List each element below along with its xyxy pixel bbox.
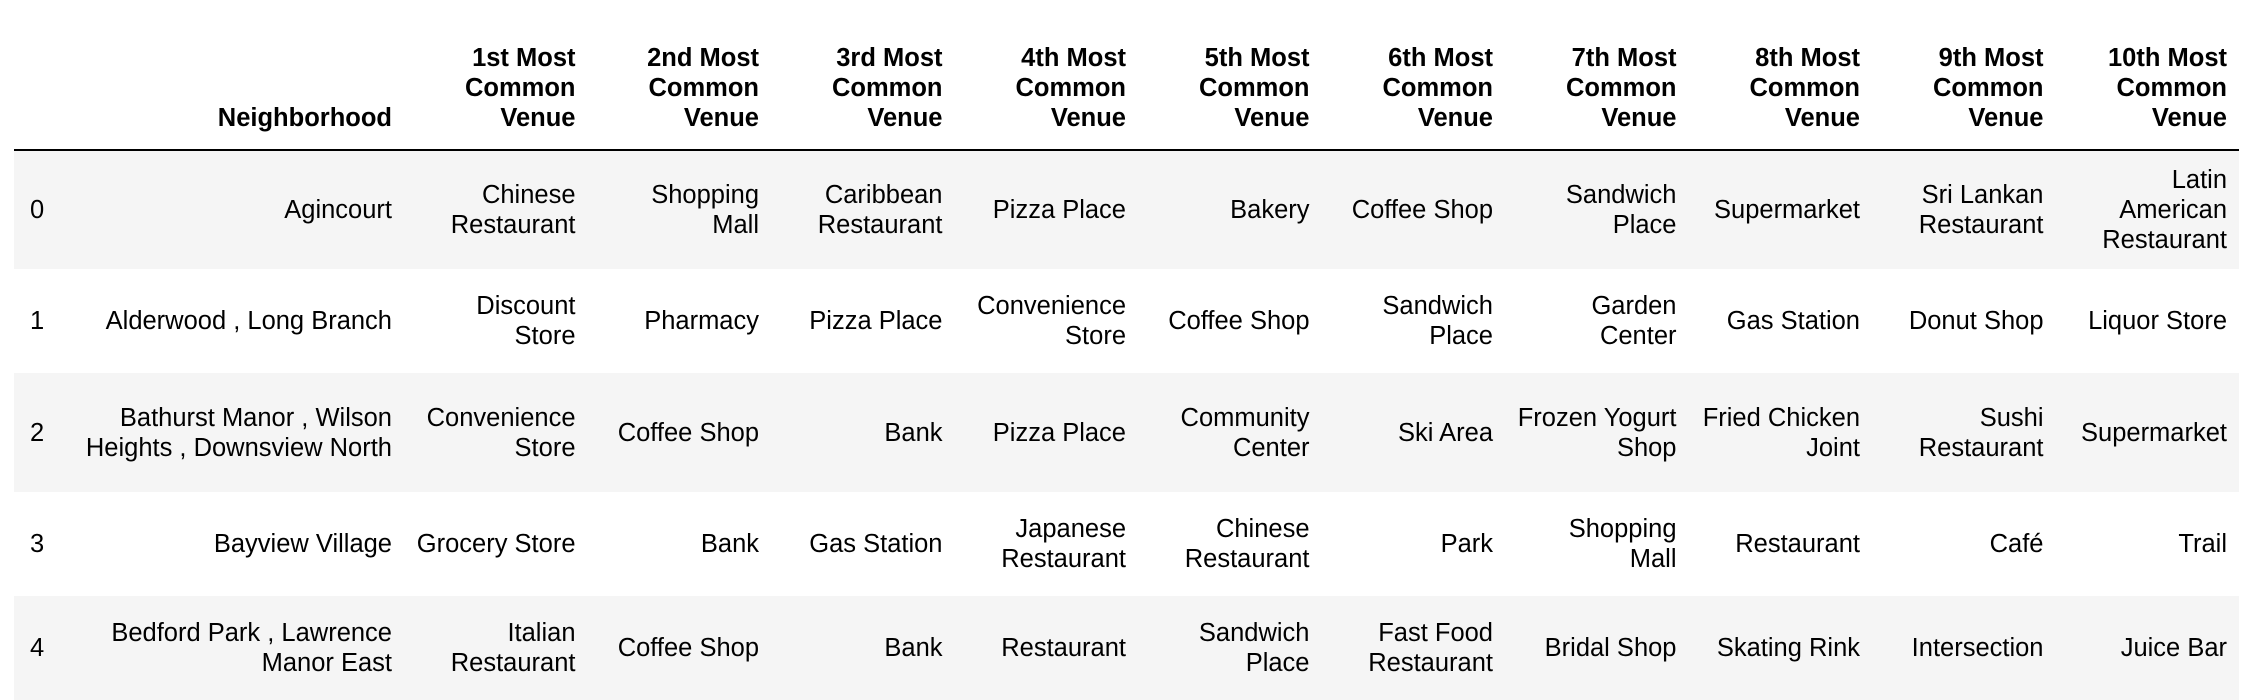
cell-neighborhood: Alderwood , Long Branch <box>105 307 392 335</box>
cell-venue-10: Liquor Store <box>2088 307 2227 335</box>
cell-venue-3: Caribbean Restaurant <box>817 181 943 239</box>
venues-table <box>14 43 2239 700</box>
cell-venue-2: Bank <box>700 530 759 558</box>
table-row <box>14 596 2239 700</box>
cell-venue-2: Coffee Shop <box>617 418 759 447</box>
cell-venue-6: Sandwich Place <box>1382 292 1493 350</box>
header-row <box>14 43 2239 150</box>
cell-venue-9: Sri Lankan Restaurant <box>1918 181 2044 239</box>
cell-venue-3: Gas Station <box>809 530 943 558</box>
cell-venue-1: Italian Restaurant <box>450 619 576 677</box>
cell-venue-7: Shopping Mall <box>1568 515 1677 573</box>
cell-venue-2: Coffee Shop <box>617 634 759 662</box>
cell-venue-4: Pizza Place <box>992 196 1126 224</box>
cell-venue-9: Café <box>1989 530 2044 558</box>
column-header-venue-4: 4th Most Common Venue <box>955 43 1139 150</box>
column-header-venue-2: 2nd Most Common Venue <box>588 43 772 150</box>
row-index: 2 <box>30 418 45 447</box>
cell-venue-8: Skating Rink <box>1716 634 1860 662</box>
table-row <box>14 269 2239 373</box>
cell-venue-3: Bank <box>884 634 943 662</box>
table-row <box>14 373 2239 492</box>
column-header-venue-9: 9th Most Common Venue <box>1872 43 2056 150</box>
column-header-venue-8: 8th Most Common Venue <box>1689 43 1873 150</box>
cell-venue-4: Restaurant <box>1001 634 1126 662</box>
cell-venue-9: Intersection <box>1911 634 2044 662</box>
cell-neighborhood: Agincourt <box>284 196 392 224</box>
row-index: 4 <box>30 634 45 662</box>
cell-venue-7: Frozen Yogurt Shop <box>1517 403 1677 462</box>
cell-venue-8: Gas Station <box>1726 307 1860 335</box>
cell-venue-4: Pizza Place <box>992 418 1126 447</box>
table-row <box>14 492 2239 596</box>
cell-venue-5: Sandwich Place <box>1198 619 1310 677</box>
cell-venue-2: Shopping Mall <box>651 181 759 239</box>
cell-venue-7: Sandwich Place <box>1565 181 1677 239</box>
cell-venue-6: Coffee Shop <box>1351 196 1493 224</box>
cell-venue-10: Latin American Restaurant <box>2102 166 2227 254</box>
cell-venue-1: Convenience Store <box>426 403 576 462</box>
cell-venue-10: Trail <box>2178 530 2227 558</box>
cell-venue-8: Restaurant <box>1735 530 1860 558</box>
cell-venue-8: Supermarket <box>1714 196 1860 224</box>
cell-venue-3: Pizza Place <box>809 307 943 335</box>
cell-venue-1: Chinese Restaurant <box>450 181 576 239</box>
cell-venue-8: Fried Chicken Joint <box>1702 403 1860 462</box>
cell-venue-9: Donut Shop <box>1908 307 2044 335</box>
cell-venue-4: Convenience Store <box>977 292 1126 350</box>
cell-venue-4: Japanese Restaurant <box>1001 515 1126 573</box>
cell-venue-6: Park <box>1440 530 1493 558</box>
column-header-venue-5: 5th Most Common Venue <box>1138 43 1322 150</box>
cell-neighborhood: Bathurst Manor , Wilson Heights , Downsview North <box>85 403 392 462</box>
cell-neighborhood: Bedford Park , Lawrence Manor East <box>111 619 392 677</box>
cell-venue-6: Ski Area <box>1398 418 1493 447</box>
cell-venue-1: Grocery Store <box>416 530 576 558</box>
column-header-venue-6: 6th Most Common Venue <box>1322 43 1506 150</box>
column-header-venue-10: 10th Most Common Venue <box>2056 43 2240 150</box>
table-row <box>14 150 2239 269</box>
column-header-venue-3: 3rd Most Common Venue <box>771 43 955 150</box>
index-header <box>14 43 59 150</box>
cell-venue-5: Community Center <box>1180 403 1310 462</box>
cell-venue-5: Coffee Shop <box>1168 307 1310 335</box>
row-index: 3 <box>30 530 45 558</box>
column-header-neighborhood: Neighborhood <box>59 43 404 150</box>
cell-venue-5: Chinese Restaurant <box>1184 515 1310 573</box>
cell-venue-2: Pharmacy <box>644 307 759 335</box>
cell-venue-9: Sushi Restaurant <box>1918 403 2044 462</box>
column-header-venue-7: 7th Most Common Venue <box>1505 43 1689 150</box>
cell-venue-10: Juice Bar <box>2120 634 2227 662</box>
cell-venue-1: Discount Store <box>476 292 576 350</box>
column-header-venue-1: 1st Most Common Venue <box>404 43 588 150</box>
cell-venue-3: Bank <box>884 418 943 447</box>
row-index: 1 <box>30 307 45 335</box>
row-index: 0 <box>30 196 45 224</box>
cell-venue-10: Supermarket <box>2081 418 2227 447</box>
cell-venue-6: Fast Food Restaurant <box>1368 619 1493 677</box>
cell-venue-7: Bridal Shop <box>1544 634 1677 662</box>
cell-venue-5: Bakery <box>1230 196 1310 224</box>
cell-neighborhood: Bayview Village <box>213 530 392 558</box>
cell-venue-7: Garden Center <box>1591 292 1677 350</box>
